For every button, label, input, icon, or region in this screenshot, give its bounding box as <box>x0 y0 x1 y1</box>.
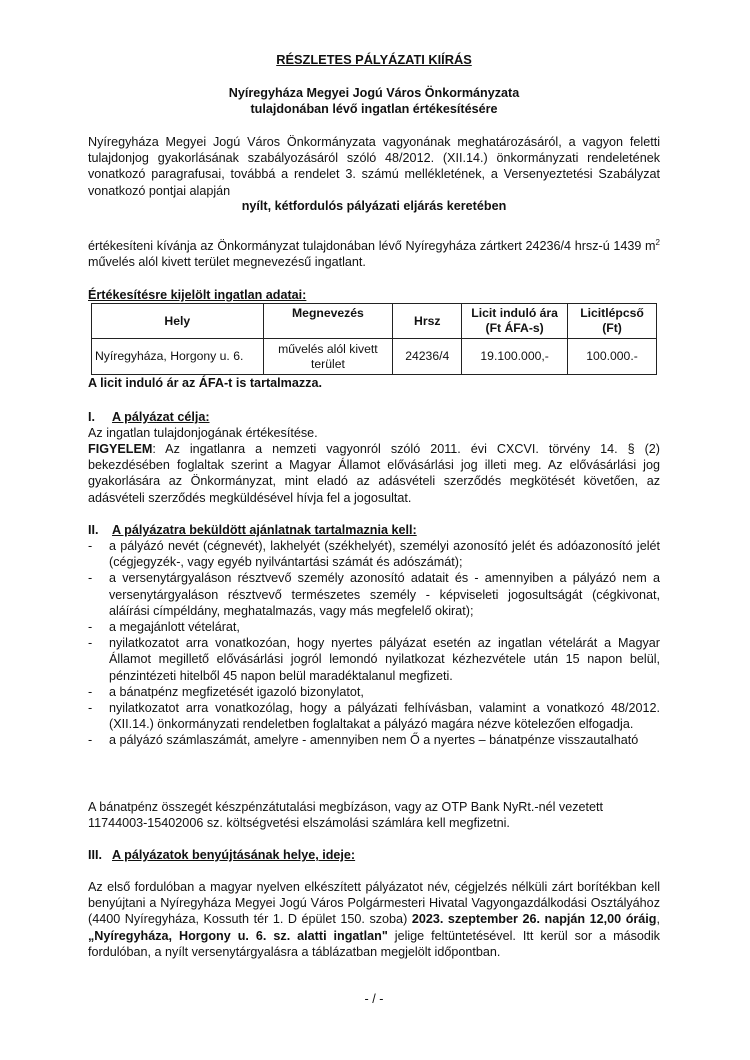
dash-bullet-icon: - <box>88 733 93 748</box>
procedure-type: nyílt, kétfordulós pályázati eljárás keretében <box>241 199 507 213</box>
list-item-text: nyilatkozatot arra vonatkozóan, hogy nyertes pályázat esetén az ingatlan vételárát a Magyar Államot megillető elővásárlási jogról lemondó nyilatkozat kézhezvétele után 15 napon belül, pénzintézeti hitelből 45 napon belül maradéktalanul megfizeti. <box>109 636 660 683</box>
header-cell-designation: Megnevezés <box>263 304 393 339</box>
sale-paragraph <box>88 238 660 270</box>
section-1-number: I. <box>88 410 95 424</box>
list-item <box>88 684 660 700</box>
list-item-text: nyilatkozatot arra vonatkozólag, hogy a pályázati felhívásban, valamint a vonatkozó 48/2012.(XII.14.) önkormányzati rendeletben foglaltakat a pályázó magára nézve kötelezően elfogadja. <box>109 701 660 732</box>
dash-bullet-icon: - <box>88 571 93 586</box>
list-item-text: a bánatpénz megfizetését igazoló bizonylatot, <box>109 684 364 699</box>
list-item-text: a versenytárgyaláson résztvevő személy azonosító adatait és - amennyiben a pályázó nem a versenytárgyaláson résztvevő természetes személy - képviseleti jogosultságát (cégkivonat, aláírási címpéldány, meghatalmazás, vagy más megfelelő okirat); <box>109 571 660 618</box>
list-item-text: a pályázó számlaszámát, amelyre - amennyiben nem Ő a nyertes – bánatpénze visszautalható <box>109 733 639 748</box>
section-3-number: III. <box>88 848 102 862</box>
property-table-note: A licit induló ár az ÁFA-t is tartalmazza. <box>88 376 322 390</box>
list-item <box>88 732 660 748</box>
cell-location: Nyíregyháza, Horgony u. 6. <box>92 339 264 375</box>
header-cell-lot-number: Hrsz <box>393 304 462 339</box>
list-item-text: a pályázó nevét (cégnevét), lakhelyét (székhelyét), személyi azonosító jelét és adóazonosító jelét (cégjegyzék-, vagy egyéb nyilvántartási számát és adószámát); <box>109 539 660 570</box>
list-item <box>88 635 660 684</box>
cell-designation: művelés alól kivett terület <box>263 339 393 375</box>
notice-label: FIGYELEM <box>88 442 153 456</box>
list-item <box>88 538 660 570</box>
intro-paragraph: Nyíregyháza Megyei Jogú Város Önkormányzata vagyonának meghatározásáról, a vagyon feletti tulajdonjog gyakorlásának szabályozásáról szóló 48/2012. (XII.14.) önkormányzati rendeletének vonatkozó paragrafusai, továbbá a rendelet 3. számú mellékletének, a Versenyeztetési Szabályzat vonatkozó pontjai alapján <box>88 135 660 198</box>
cell-bid-increment: 100.000.- <box>568 339 657 375</box>
section-1-title: A pályázat célja: <box>112 410 210 424</box>
table-row <box>92 339 657 375</box>
header-cell-bid-increment: Licitlépcső (Ft) <box>568 304 657 339</box>
notice-text: : Az ingatlanra a nemzeti vagyonról szóló 2011. évi CXCVI. törvény 14. § (2) bekezdésében foglaltak szerint a Magyar Államot elővásárlási jog illeti meg. Az elővásárlási jog gyakorlására az Önkormányzat, mint eladó az adásvételi szerződés megkötését követően, az adásvételi szerződés megküldésével hívja fel a jogosultat. <box>88 442 660 505</box>
submission-paragraph <box>88 879 660 960</box>
list-item <box>88 700 660 732</box>
dash-bullet-icon: - <box>88 539 93 553</box>
section-2-number: II. <box>88 523 99 537</box>
document-subtitle-line1: Nyíregyháza Megyei Jogú Város Önkormányzata <box>228 86 520 100</box>
submission-text-2: , <box>656 912 660 927</box>
sale-text-after: művelés alól kivett terület megnevezésű ingatlant. <box>88 255 366 270</box>
requirements-list <box>88 538 660 749</box>
submission-label: „Nyíregyháza, Horgony u. 6. sz. alatti ingatlan" <box>88 928 388 943</box>
dash-bullet-icon: - <box>88 684 93 699</box>
dash-bullet-icon: - <box>88 620 93 635</box>
cell-lot-number: 24236/4 <box>393 339 462 375</box>
page-number-footer: - / - <box>364 992 384 1006</box>
section-3-title: A pályázatok benyújtásának helye, ideje: <box>112 848 356 862</box>
property-table-header-row <box>92 304 657 339</box>
document-title: RÉSZLETES PÁLYÁZATI KIÍRÁS <box>276 52 472 67</box>
document-subtitle-line2: tulajdonában lévő ingatlan értékesítésére <box>250 102 498 116</box>
section-2-title: A pályázatra beküldött ajánlatnak tartalmaznia kell: <box>112 523 417 537</box>
list-item <box>88 570 660 619</box>
section-3-heading <box>88 847 355 863</box>
list-item-text: a megajánlott vételárat, <box>109 620 240 635</box>
sale-text-before: értékesíteni kívánja az Önkormányzat tulajdonában lévő Nyíregyháza zártkert 24236/4 hrsz-ú 1439 m <box>88 239 656 253</box>
section-1-heading <box>88 409 210 425</box>
section-2-heading <box>88 522 417 538</box>
dash-bullet-icon: - <box>88 636 93 651</box>
header-cell-location: Hely <box>92 304 264 339</box>
list-item <box>88 619 660 635</box>
cell-starting-price: 19.100.000,- <box>462 339 568 375</box>
property-table <box>91 303 657 375</box>
payment-paragraph: A bánatpénz összegét készpénzátutalási megbízáson, vagy az OTP Bank NyRt.-nél vezetett 11744003-15402006 sz. költségvetési elszámolási számlára kell megfizetni. <box>88 800 603 831</box>
submission-text-3: jelige feltüntetésével. Itt kerül sor a második fordulóban, a nyílt versenytárgyalásra a táblázatban megjelölt időpontban. <box>88 928 660 959</box>
submission-deadline: 2023. szeptember 26. napján 12,00 óráig <box>411 912 657 927</box>
header-cell-starting-price: Licit induló ára (Ft ÁFA-s) <box>462 304 568 339</box>
submission-text-1: Az első fordulóban a magyar nyelven elkészített pályázatot név, cégjelzés nélküli zárt borítékban kell benyújtani a Nyíregyháza Megyei Jogú Város Polgármesteri Hivatal Vagyongazdálkodási Osztályához (4400 Nyíregyháza, Kossuth tér 1. D épület 150. szoba) <box>88 880 660 927</box>
superscript-2: 2 <box>655 238 660 247</box>
dash-bullet-icon: - <box>88 701 93 716</box>
section-1-text: Az ingatlan tulajdonjogának értékesítése. <box>88 426 318 440</box>
section-1-notice <box>88 441 660 506</box>
property-table-caption: Értékesítésre kijelölt ingatlan adatai: <box>88 288 307 302</box>
